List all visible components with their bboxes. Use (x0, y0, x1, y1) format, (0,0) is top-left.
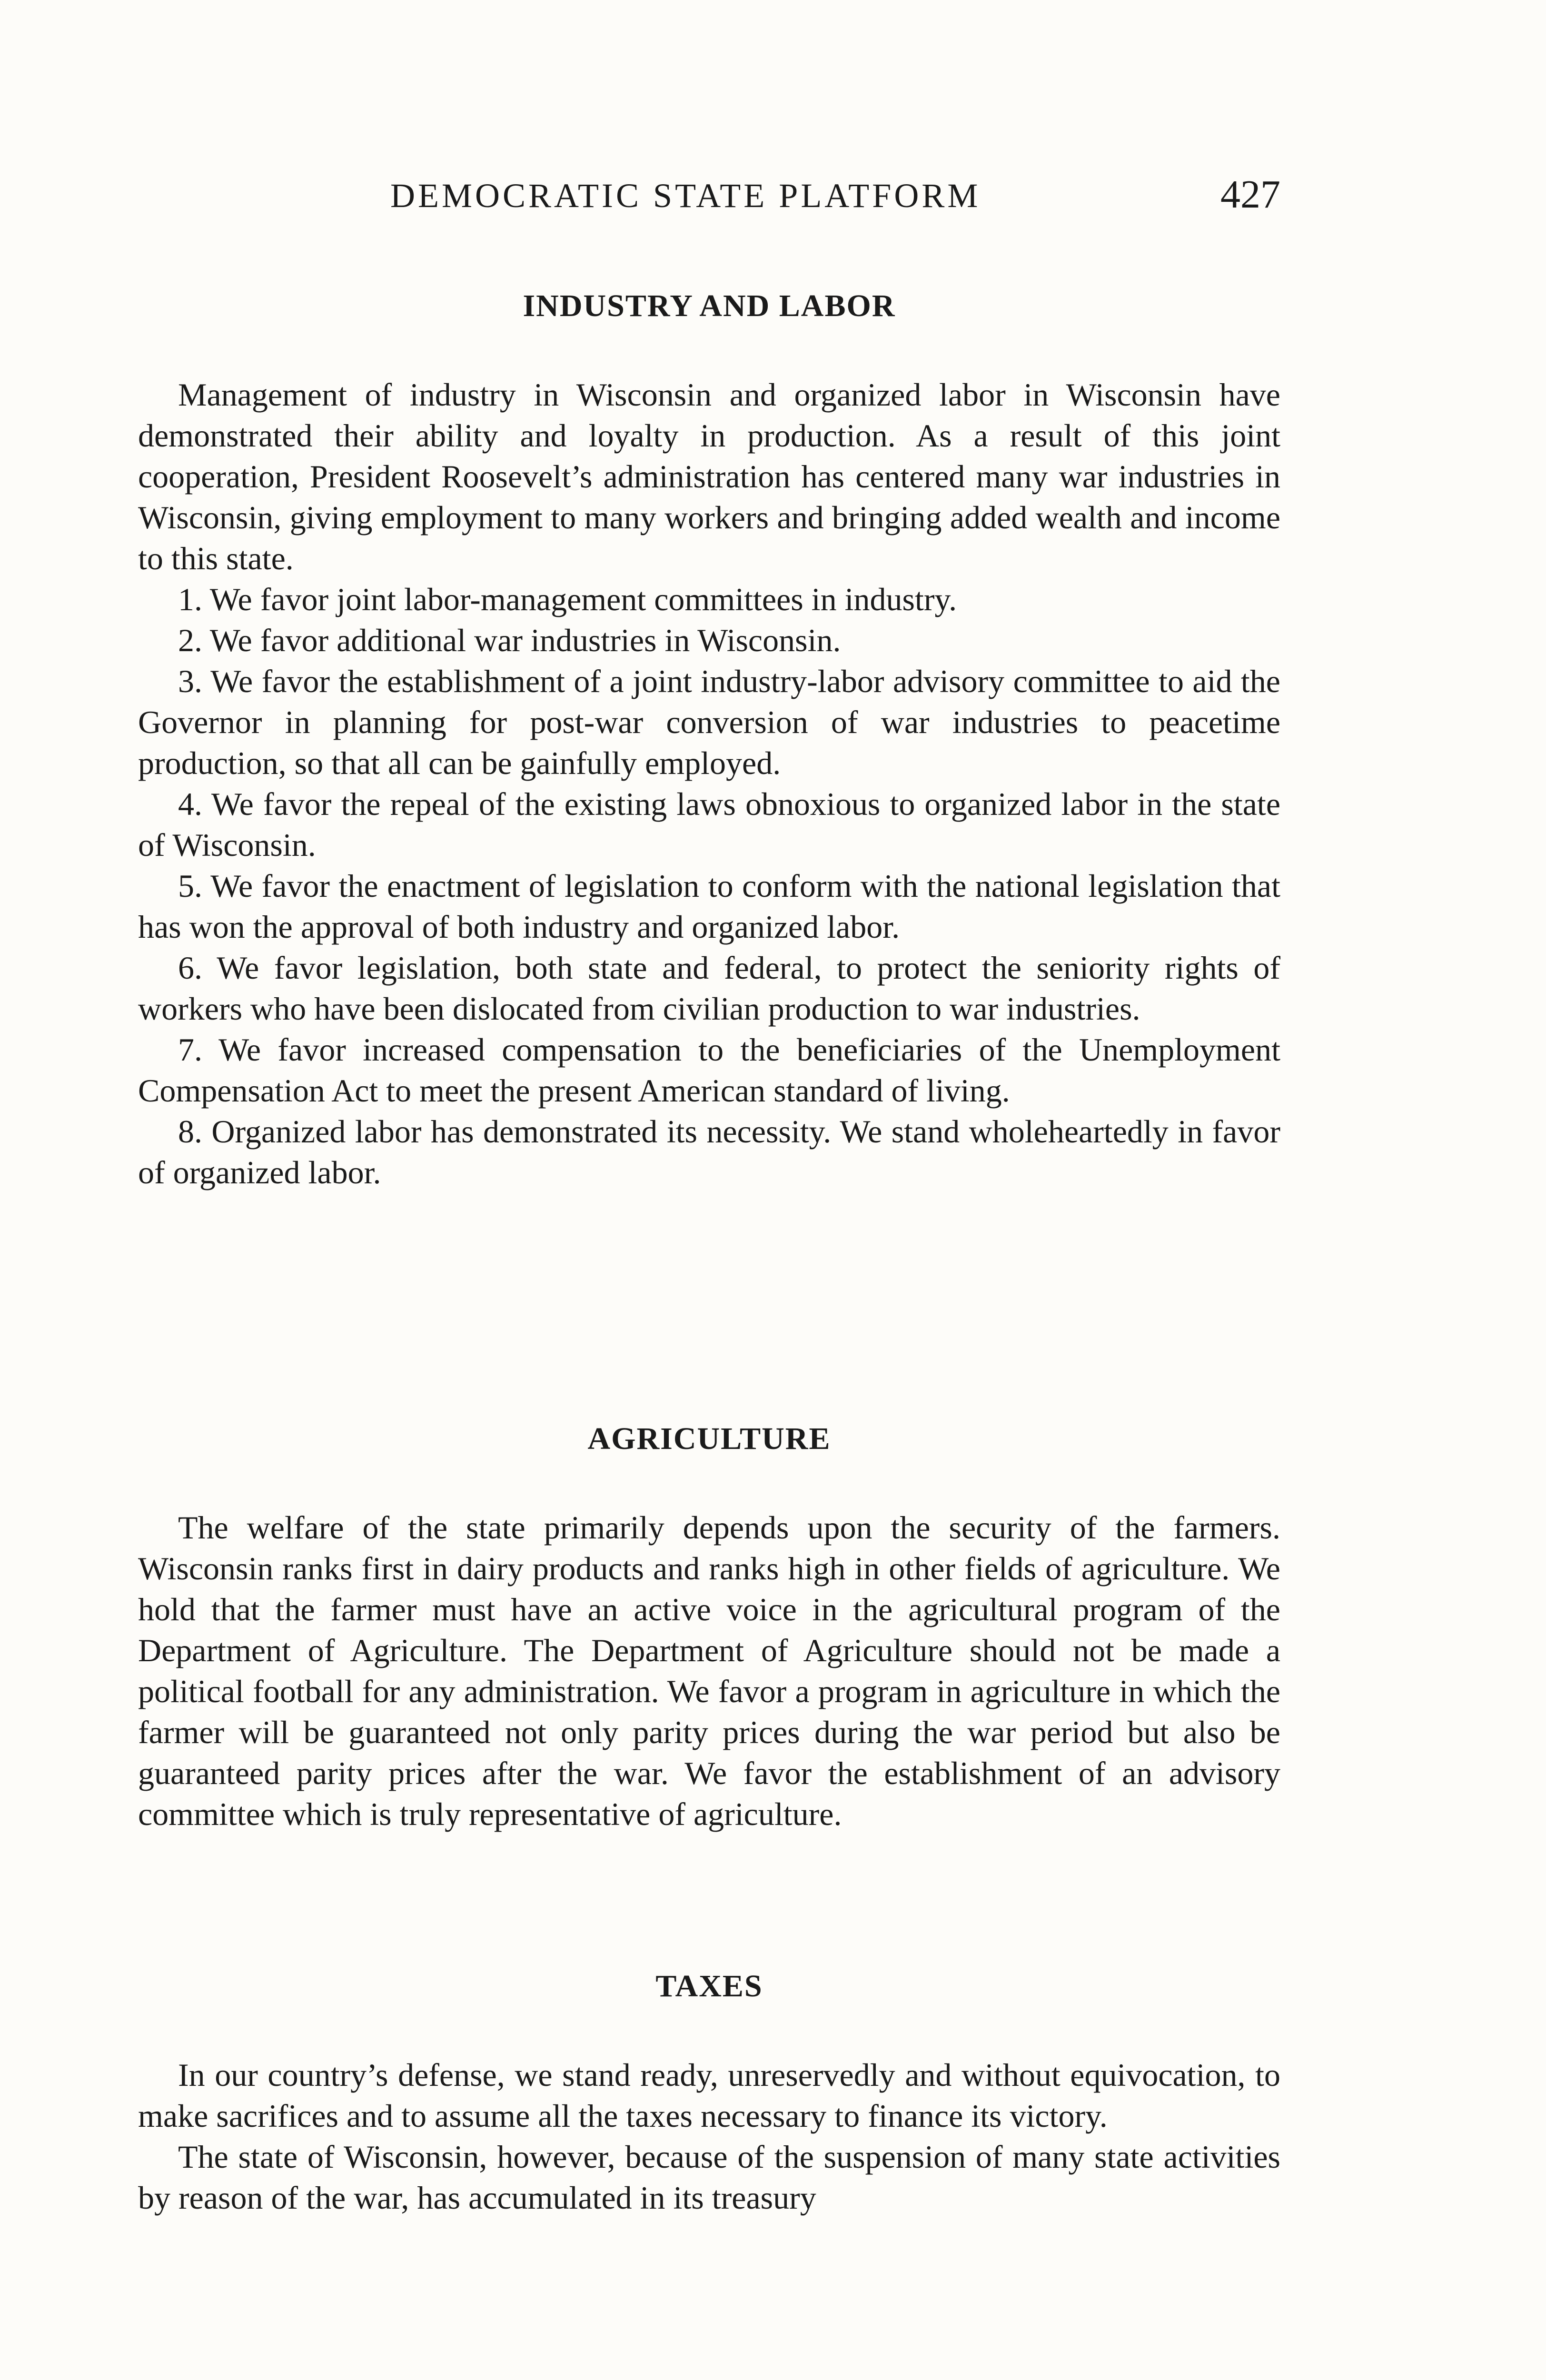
industry-item-5: 5. We favor the enactment of legislation to conform with the national legislation that has won the approval of both industry and organized labor. (138, 868, 1280, 945)
industry-item-2: 2. We favor additional war industries in Wisconsin. (178, 622, 841, 658)
section-industry-and-labor (138, 286, 1280, 1193)
taxes-paragraph-1: In our country’s defense, we stand ready, unreservedly and without equivocation, to make sacrifices and to assume all the taxes necessary to finance its victory. (138, 2057, 1280, 2134)
agriculture-paragraph: The welfare of the state primarily depends upon the security of the farmers. Wisconsin ranks first in dairy products and ranks high in other fields of agriculture. We hold that the farmer must have an active voice in the agricultural program of the Department of Agriculture. The Department of Agriculture should not be made a political football for any administration. We favor a program in agriculture in which the farmer will be guaranteed not only parity prices during the war period but also be guaranteed parity prices after the war. We favor the establishment of an advisory committee which is truly representative of agriculture. (138, 1509, 1280, 1832)
industry-item-3: 3. We favor the establishment of a joint industry-labor advisory committee to aid the Governor in planning for post-war conversion of war industries to peacetime production, so that all can be gainfully employed. (138, 663, 1280, 781)
section-agriculture (138, 1418, 1280, 1835)
running-head: DEMOCRATIC STATE PLATFORM (390, 177, 981, 215)
page-header (143, 167, 1280, 224)
industry-intro-paragraph: Management of industry in Wisconsin and organized labor in Wisconsin have demonstrated their ability and loyalty in production. As a result of this joint cooperation, President Roosevelt’s administration has centered many war industries in Wisconsin, giving employment to many workers and bringing added wealth and income to this state. (138, 377, 1280, 576)
page-number: 427 (1220, 172, 1280, 217)
industry-item-7: 7. We favor increased compensation to the beneficiaries of the Unemployment Compensation Act to meet the present American standard of living. (138, 1031, 1280, 1109)
industry-item-1: 1. We favor joint labor-management committees in industry. (178, 581, 957, 617)
industry-item-8: 8. Organized labor has demonstrated its necessity. We stand wholeheartedly in favor of organized labor. (138, 1113, 1280, 1190)
section-taxes (138, 1966, 1280, 2218)
industry-item-4: 4. We favor the repeal of the existing laws obnoxious to organized labor in the state of Wisconsin. (138, 786, 1280, 863)
taxes-paragraph-2: The state of Wisconsin, however, because of the suspension of many state activities by reason of the war, has accumulated in its treasury (138, 2139, 1280, 2216)
section-heading-taxes: TAXES (655, 1969, 763, 2003)
section-heading-industry: INDUSTRY AND LABOR (523, 288, 896, 323)
section-heading-agriculture: AGRICULTURE (587, 1421, 831, 1456)
industry-item-6: 6. We favor legislation, both state and federal, to protect the seniority rights of workers who have been dislocated from civilian production to war industries. (138, 950, 1280, 1027)
